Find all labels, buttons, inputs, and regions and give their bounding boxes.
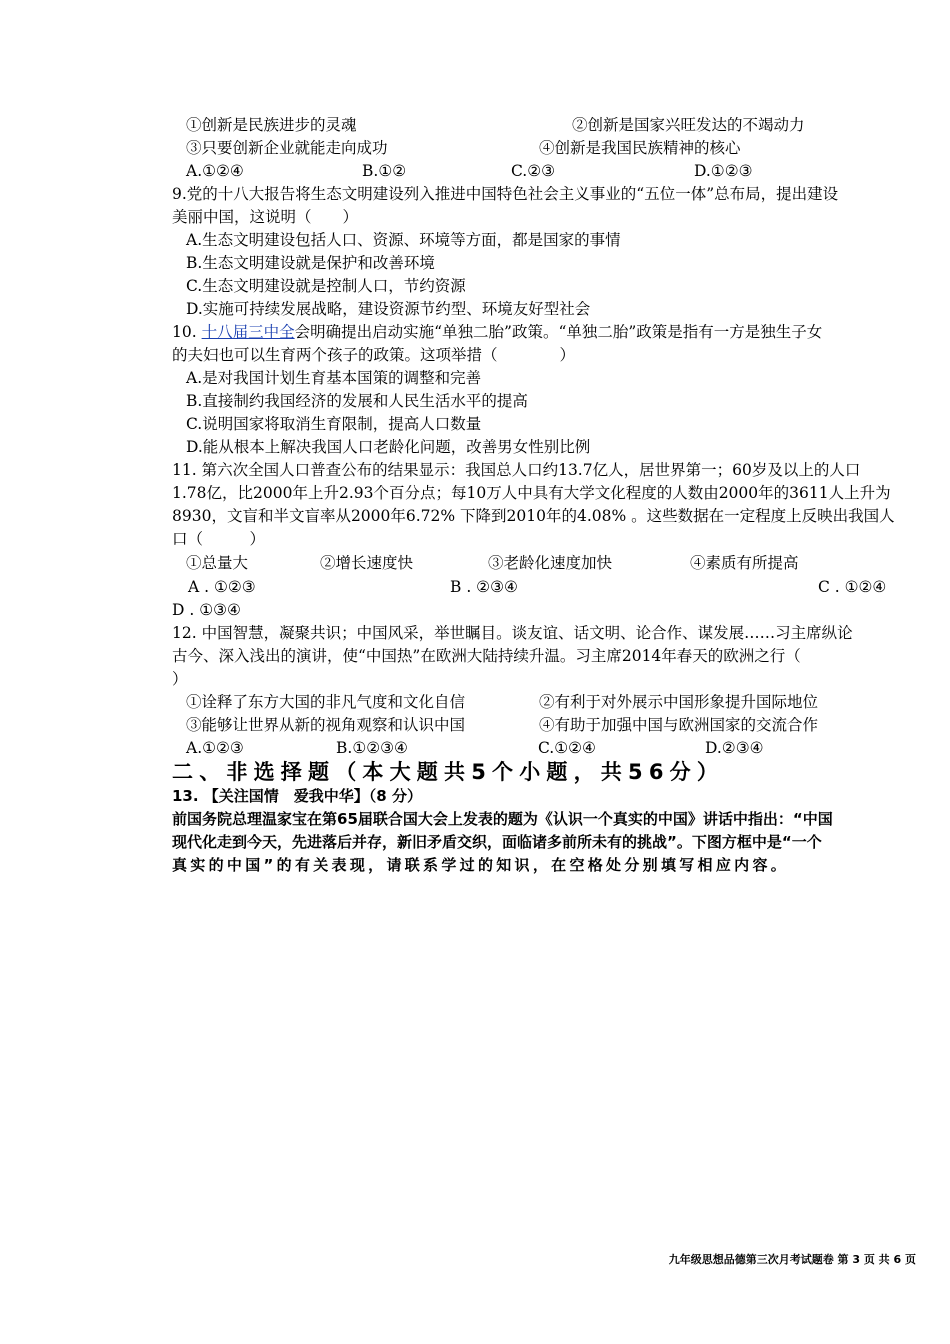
q12-option-4: ④有助于加强中国与欧洲国家的交流合作 xyxy=(539,716,819,734)
q8-option-3: ③只要创新企业就能走向成功 xyxy=(186,139,388,157)
q8-choice-a: A.①②④ xyxy=(186,162,244,180)
q10-hyperlink[interactable]: 十八届三中全 xyxy=(201,323,295,341)
q10-choice-c: C.说明国家将取消生育限制，提高人口数量 xyxy=(186,415,482,433)
q8-choice-b: B.①② xyxy=(362,162,407,180)
q11-choice-c: C . ①②④ xyxy=(818,578,887,596)
q10-stem-line-1-rest: 会明确提出启动实施“单独二胎”政策。“单独二胎”政策是指有一方是独生子女 xyxy=(294,323,823,341)
q11-choice-d: D . ①③④ xyxy=(172,601,241,619)
q12-stem-line-1: 12. 中国智慧，凝聚共识；中国风采，举世瞩目。谈友谊、话文明、论合作、谋发展……习主席纵论 xyxy=(172,624,853,642)
q8-option-4: ④创新是我国民族精神的核心 xyxy=(539,139,741,157)
q11-option-4: ④素质有所提高 xyxy=(690,554,799,572)
q10-stem-line-1 xyxy=(172,321,822,343)
q11-stem-line-2: 1.78亿，比2000年上升2.93个百分点；每10万人中具有大学文化程度的人数由2000年的3611人上升为 xyxy=(172,484,891,502)
q11-stem-line-4: 口（ ） xyxy=(172,530,266,548)
q10-choice-b: B.直接制约我国经济的发展和人民生活水平的提高 xyxy=(186,392,528,410)
q9-choice-b: B.生态文明建设就是保护和改善环境 xyxy=(186,254,435,272)
q11-stem-line-1: 11. 第六次全国人口普查公布的结果显示：我国总人口约13.7亿人，居世界第一；60岁及以上的人口 xyxy=(172,461,861,479)
q9-choice-a: A.生态文明建设包括人口、资源、环境等方面，都是国家的事情 xyxy=(186,231,621,249)
q11-choice-b: B . ②③④ xyxy=(450,578,518,596)
q9-choice-d: D.实施可持续发展战略，建设资源节约型、环境友好型社会 xyxy=(186,300,591,318)
q11-choice-a: A . ①②③ xyxy=(188,578,256,596)
q12-option-2: ②有利于对外展示中国形象提升国际地位 xyxy=(539,693,819,711)
q10-choice-d: D.能从根本上解决我国人口老龄化问题，改善男女性别比例 xyxy=(186,438,591,456)
q12-stem-line-3: ） xyxy=(172,670,188,688)
q12-choice-c: C.①②④ xyxy=(538,739,596,757)
page-footer: 九年级思想品德第三次月考试题卷 第 3 页 共 6 页 xyxy=(668,1253,916,1266)
q11-option-1: ①总量大 xyxy=(186,554,249,572)
q9-choice-c: C.生态文明建设就是控制人口，节约资源 xyxy=(186,277,466,295)
q11-stem-line-3: 8930，文盲和半文盲率从2000年6.72% 下降到2010年的4.08% 。这些数据在一定程度上反映出我国人 xyxy=(172,507,895,525)
q11-option-3: ③老龄化速度加快 xyxy=(488,554,613,572)
q10-choice-a: A.是对我国计划生育基本国策的调整和完善 xyxy=(186,369,482,387)
q12-stem-line-2: 古今、深入浅出的演讲，使“中国热”在欧洲大陆持续升温。习主席2014年春天的欧洲之行（ xyxy=(172,647,801,665)
q12-choice-a: A.①②③ xyxy=(186,739,244,757)
q13-stem-line-1: 前国务院总理温家宝在第65届联合国大会上发表的题为《认识一个真实的中国》讲话中指出：“中国 xyxy=(172,810,833,828)
q10-number: 10. xyxy=(172,323,197,341)
q13-stem-line-2: 现代化走到今天，先进落后并存，新旧矛盾交织，面临诸多前所未有的挑战”。下图方框中是“一个 xyxy=(172,833,822,851)
q13-stem-line-3: 真实的中国”的有关表现，请联系学过的知识，在空格处分别填写相应内容。 xyxy=(172,856,790,874)
q8-choice-d: D.①②③ xyxy=(694,162,753,180)
q9-stem-line-2: 美丽中国，这说明（ ） xyxy=(172,208,359,226)
q8-option-1: ①创新是民族进步的灵魂 xyxy=(186,116,357,134)
q12-option-3: ③能够让世界从新的视角观察和认识中国 xyxy=(186,716,466,734)
q12-option-1: ①诠释了东方大国的非凡气度和文化自信 xyxy=(186,693,466,711)
q10-stem-line-2: 的夫妇也可以生育两个孩子的政策。这项举措（ ） xyxy=(172,346,576,364)
q9-stem-line-1: 9.党的十八大报告将生态文明建设列入推进中国特色社会主义事业的“五位一体”总布局，提出建设 xyxy=(172,185,839,203)
q12-choice-d: D.②③④ xyxy=(705,739,764,757)
q8-choice-c: C.②③ xyxy=(511,162,556,180)
q13-title: 13. 【关注国情 爱我中华】（8 分） xyxy=(172,787,422,805)
section-2-heading: 二、非选择题（本大题共5个小题，共56分） xyxy=(172,760,725,784)
q11-option-2: ②增长速度快 xyxy=(320,554,414,572)
q8-option-2: ②创新是国家兴旺发达的不竭动力 xyxy=(572,116,805,134)
q12-choice-b: B.①②③④ xyxy=(336,739,408,757)
